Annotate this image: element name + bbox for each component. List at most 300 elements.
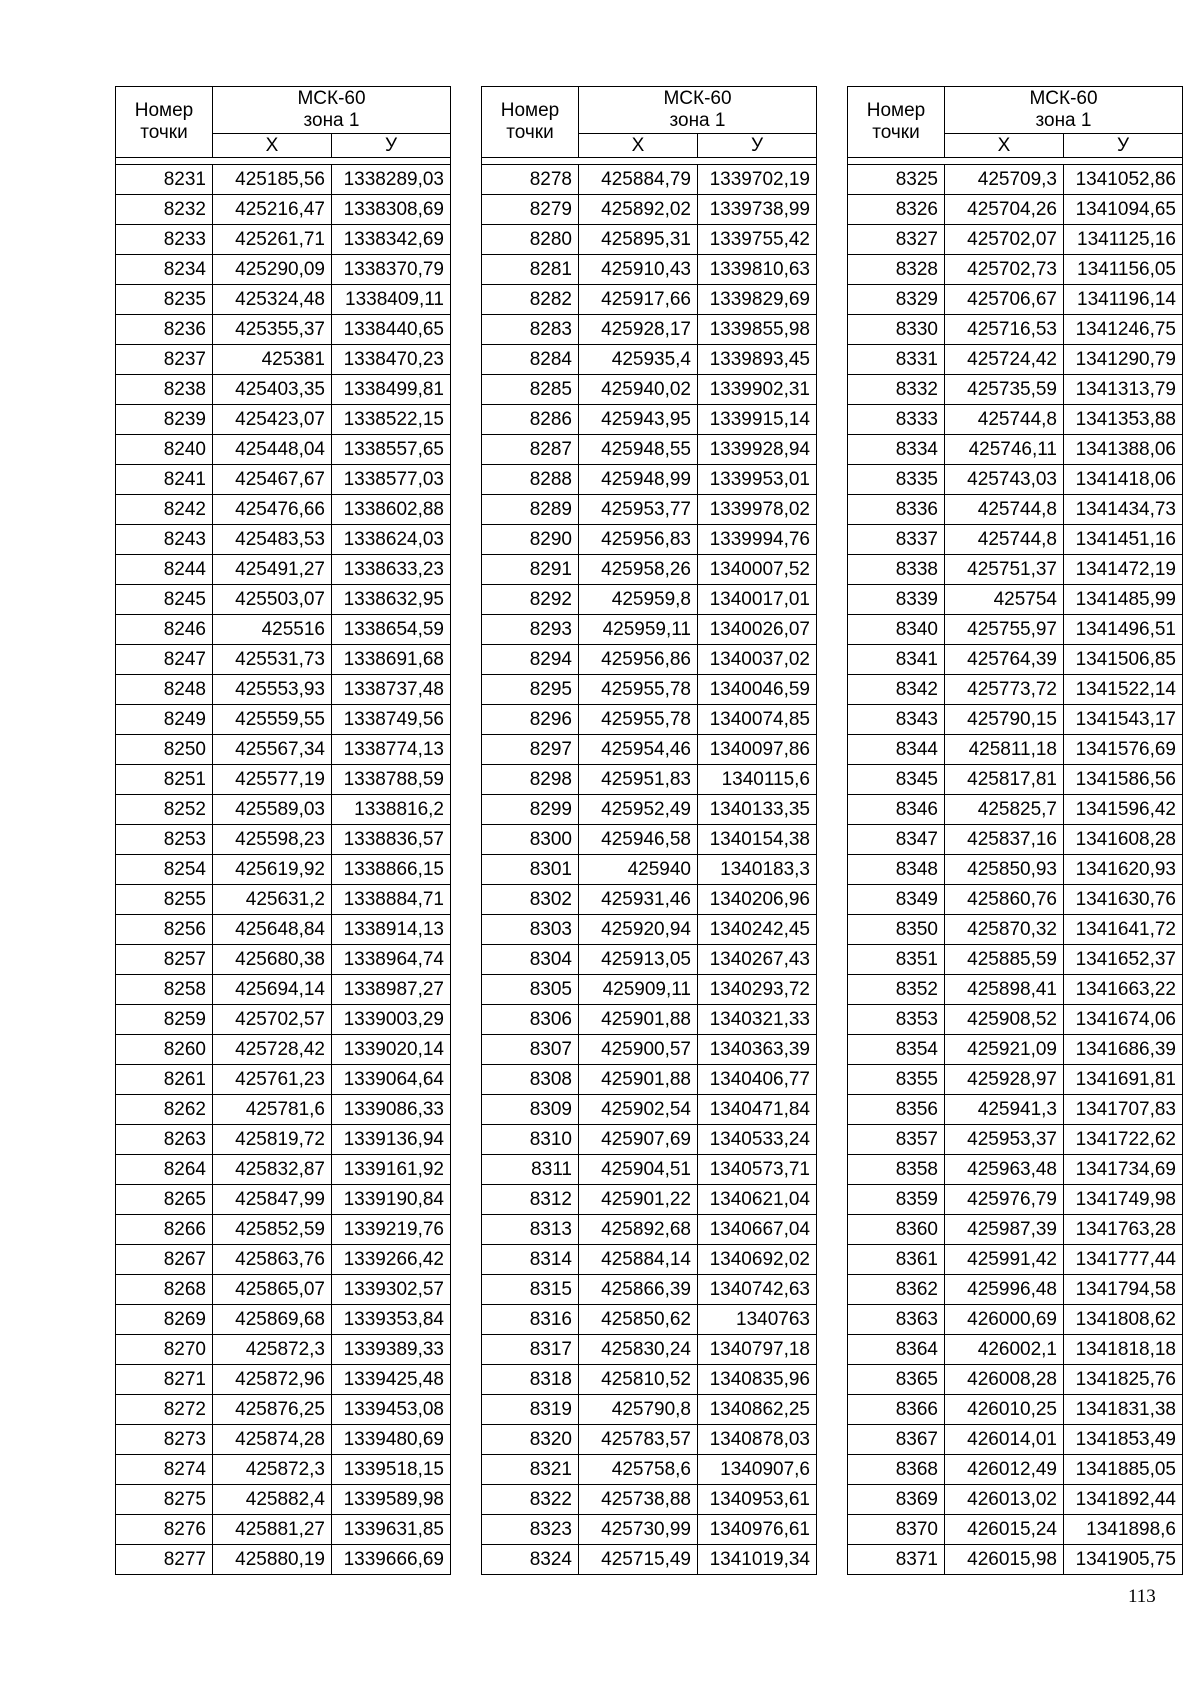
y-coordinate-cell: 1338470,23: [332, 345, 451, 375]
x-coordinate-cell: 425959,11: [579, 615, 698, 645]
x-coordinate-cell: 425744,8: [945, 495, 1064, 525]
point-number-cell: 8235: [116, 285, 213, 315]
point-number-cell: 8240: [116, 435, 213, 465]
table-row: [482, 1005, 817, 1035]
x-header: Х: [579, 134, 698, 158]
table-row: [482, 735, 817, 765]
point-number-cell: 8241: [116, 465, 213, 495]
table-row: [848, 1275, 1183, 1305]
table-row: [482, 1155, 817, 1185]
y-coordinate-cell: 1341485,99: [1064, 585, 1183, 615]
y-coordinate-cell: 1338577,03: [332, 465, 451, 495]
x-coordinate-cell: 425728,42: [213, 1035, 332, 1065]
y-coordinate-cell: 1339480,69: [332, 1425, 451, 1455]
y-coordinate-cell: 1340835,96: [698, 1365, 817, 1395]
x-coordinate-cell: 426000,69: [945, 1305, 1064, 1335]
point-number-cell: 8307: [482, 1035, 579, 1065]
y-coordinate-cell: 1341825,76: [1064, 1365, 1183, 1395]
point-number-cell: 8298: [482, 765, 579, 795]
y-coordinate-cell: 1339755,42: [698, 225, 817, 255]
y-coordinate-cell: 1341722,62: [1064, 1125, 1183, 1155]
y-coordinate-cell: 1341506,85: [1064, 645, 1183, 675]
y-coordinate-cell: 1339810,63: [698, 255, 817, 285]
point-number-cell: 8252: [116, 795, 213, 825]
y-coordinate-cell: 1338342,69: [332, 225, 451, 255]
table-row: [848, 1215, 1183, 1245]
table-row: [482, 615, 817, 645]
point-number-cell: 8306: [482, 1005, 579, 1035]
x-coordinate-cell: 425830,24: [579, 1335, 698, 1365]
y-coordinate-cell: 1341686,39: [1064, 1035, 1183, 1065]
x-coordinate-cell: 425956,83: [579, 525, 698, 555]
header-gap: [116, 158, 451, 165]
point-number-cell: 8284: [482, 345, 579, 375]
table-row: [848, 315, 1183, 345]
x-coordinate-cell: 425754: [945, 585, 1064, 615]
point-number-cell: 8313: [482, 1215, 579, 1245]
x-coordinate-cell: 425706,67: [945, 285, 1064, 315]
table-row: [482, 1125, 817, 1155]
y-header: У: [698, 134, 817, 158]
x-coordinate-cell: 425860,76: [945, 885, 1064, 915]
table-row: [116, 1065, 451, 1095]
point-number-cell: 8330: [848, 315, 945, 345]
table-row: [116, 645, 451, 675]
point-number-cell: 8359: [848, 1185, 945, 1215]
y-coordinate-cell: 1340267,43: [698, 945, 817, 975]
x-coordinate-cell: 425825,7: [945, 795, 1064, 825]
x-coordinate-cell: 425715,49: [579, 1545, 698, 1575]
point-number-cell: 8322: [482, 1485, 579, 1515]
y-coordinate-cell: 1340007,52: [698, 555, 817, 585]
point-number-cell: 8280: [482, 225, 579, 255]
x-coordinate-cell: 425743,03: [945, 465, 1064, 495]
x-coordinate-cell: 426010,25: [945, 1395, 1064, 1425]
table-row: [482, 1095, 817, 1125]
y-coordinate-cell: 1338816,2: [332, 795, 451, 825]
y-coordinate-cell: 1338499,81: [332, 375, 451, 405]
point-number-cell: 8248: [116, 675, 213, 705]
y-coordinate-cell: 1341831,38: [1064, 1395, 1183, 1425]
x-coordinate-cell: 425931,46: [579, 885, 698, 915]
point-label-line1: Номер: [500, 100, 560, 121]
table-row: [116, 1005, 451, 1035]
table-row: [116, 1245, 451, 1275]
point-number-cell: 8271: [116, 1365, 213, 1395]
x-coordinate-cell: 425559,55: [213, 705, 332, 735]
point-number-cell: 8324: [482, 1545, 579, 1575]
table-row: [116, 1275, 451, 1305]
table-row: [116, 1215, 451, 1245]
y-coordinate-cell: 1341434,73: [1064, 495, 1183, 525]
x-coordinate-cell: 425872,96: [213, 1365, 332, 1395]
y-coordinate-cell: 1341630,76: [1064, 885, 1183, 915]
table-row: [848, 255, 1183, 285]
table-row: [482, 375, 817, 405]
y-coordinate-cell: 1339266,42: [332, 1245, 451, 1275]
y-coordinate-cell: 1341674,06: [1064, 1005, 1183, 1035]
point-number-cell: 8304: [482, 945, 579, 975]
point-number-cell: 8239: [116, 405, 213, 435]
point-number-cell: 8336: [848, 495, 945, 525]
coordinate-system-header: [579, 87, 817, 134]
x-coordinate-cell: 425761,23: [213, 1065, 332, 1095]
y-coordinate-cell: 1340026,07: [698, 615, 817, 645]
table-row: [482, 1305, 817, 1335]
point-number-cell: 8291: [482, 555, 579, 585]
table-row: [116, 1455, 451, 1485]
point-number-cell: 8303: [482, 915, 579, 945]
point-number-cell: 8262: [116, 1095, 213, 1125]
table-row: [116, 405, 451, 435]
x-coordinate-cell: 425491,27: [213, 555, 332, 585]
y-coordinate-cell: 1338633,23: [332, 555, 451, 585]
x-coordinate-cell: 425516: [213, 615, 332, 645]
table-row: [848, 585, 1183, 615]
x-coordinate-cell: 425680,38: [213, 945, 332, 975]
point-number-cell: 8332: [848, 375, 945, 405]
system-label-line1: МСК-60: [297, 88, 366, 109]
x-coordinate-cell: 425898,41: [945, 975, 1064, 1005]
x-coordinate-cell: 425863,76: [213, 1245, 332, 1275]
point-number-cell: 8266: [116, 1215, 213, 1245]
y-coordinate-cell: 1341898,6: [1064, 1515, 1183, 1545]
x-coordinate-cell: 425952,49: [579, 795, 698, 825]
y-coordinate-cell: 1341418,06: [1064, 465, 1183, 495]
table-row: [848, 1485, 1183, 1515]
point-number-cell: 8342: [848, 675, 945, 705]
table-body: [116, 165, 451, 1575]
x-coordinate-cell: 425958,26: [579, 555, 698, 585]
y-coordinate-cell: 1338308,69: [332, 195, 451, 225]
x-coordinate-cell: 425872,3: [213, 1335, 332, 1365]
point-number-cell: 8255: [116, 885, 213, 915]
table-row: [482, 1245, 817, 1275]
x-coordinate-cell: 425901,88: [579, 1065, 698, 1095]
point-number-cell: 8320: [482, 1425, 579, 1455]
y-coordinate-cell: 1340115,6: [698, 765, 817, 795]
x-coordinate-cell: 425758,6: [579, 1455, 698, 1485]
x-coordinate-cell: 425976,79: [945, 1185, 1064, 1215]
x-coordinate-cell: 425850,62: [579, 1305, 698, 1335]
x-coordinate-cell: 425904,51: [579, 1155, 698, 1185]
point-number-cell: 8352: [848, 975, 945, 1005]
y-coordinate-cell: 1341472,19: [1064, 555, 1183, 585]
y-coordinate-cell: 1341196,14: [1064, 285, 1183, 315]
table-row: [482, 555, 817, 585]
y-header: У: [332, 134, 451, 158]
point-number-cell: 8345: [848, 765, 945, 795]
table-row: [116, 255, 451, 285]
point-number-cell: 8321: [482, 1455, 579, 1485]
table-row: [848, 1305, 1183, 1335]
table-row: [848, 225, 1183, 255]
point-number-cell: 8283: [482, 315, 579, 345]
y-coordinate-cell: 1340363,39: [698, 1035, 817, 1065]
x-coordinate-cell: 425865,07: [213, 1275, 332, 1305]
x-coordinate-cell: 425900,57: [579, 1035, 698, 1065]
x-coordinate-cell: 425781,6: [213, 1095, 332, 1125]
x-coordinate-cell: 425917,66: [579, 285, 698, 315]
table-row: [482, 1275, 817, 1305]
point-number-cell: 8238: [116, 375, 213, 405]
table-row: [482, 1185, 817, 1215]
table-row: [848, 1155, 1183, 1185]
x-coordinate-cell: 425892,02: [579, 195, 698, 225]
x-coordinate-cell: 425885,59: [945, 945, 1064, 975]
point-number-cell: 8287: [482, 435, 579, 465]
y-coordinate-cell: 1338440,65: [332, 315, 451, 345]
x-coordinate-cell: 425895,31: [579, 225, 698, 255]
x-coordinate-cell: 425869,68: [213, 1305, 332, 1335]
y-coordinate-cell: 1338632,95: [332, 585, 451, 615]
table-row: [116, 375, 451, 405]
system-label-line2: зона 1: [1035, 110, 1092, 131]
x-coordinate-cell: 425810,52: [579, 1365, 698, 1395]
point-number-cell: 8358: [848, 1155, 945, 1185]
table-row: [848, 1005, 1183, 1035]
point-number-cell: 8268: [116, 1275, 213, 1305]
y-coordinate-cell: 1340692,02: [698, 1245, 817, 1275]
x-coordinate-cell: 425324,48: [213, 285, 332, 315]
table-row: [116, 165, 451, 195]
x-coordinate-cell: 425216,47: [213, 195, 332, 225]
point-number-cell: 8340: [848, 615, 945, 645]
point-number-cell: 8273: [116, 1425, 213, 1455]
table-row: [116, 1035, 451, 1065]
y-coordinate-cell: 1339928,94: [698, 435, 817, 465]
x-coordinate-cell: 425467,67: [213, 465, 332, 495]
table-row: [848, 195, 1183, 225]
point-number-cell: 8260: [116, 1035, 213, 1065]
table-row: [116, 735, 451, 765]
point-number-cell: 8343: [848, 705, 945, 735]
x-coordinate-cell: 425755,97: [945, 615, 1064, 645]
table-row: [116, 945, 451, 975]
table-row: [482, 585, 817, 615]
x-coordinate-cell: 425702,73: [945, 255, 1064, 285]
point-number-cell: 8312: [482, 1185, 579, 1215]
table-row: [848, 645, 1183, 675]
x-coordinate-cell: 425702,07: [945, 225, 1064, 255]
point-number-cell: 8269: [116, 1305, 213, 1335]
x-coordinate-cell: 425953,77: [579, 495, 698, 525]
y-coordinate-cell: 1341885,05: [1064, 1455, 1183, 1485]
y-coordinate-cell: 1341691,81: [1064, 1065, 1183, 1095]
header-gap: [848, 158, 1183, 165]
table-row: [482, 1545, 817, 1575]
table-row: [848, 465, 1183, 495]
x-coordinate-cell: 425290,09: [213, 255, 332, 285]
point-number-cell: 8286: [482, 405, 579, 435]
point-number-cell: 8314: [482, 1245, 579, 1275]
y-coordinate-cell: 1340797,18: [698, 1335, 817, 1365]
y-coordinate-cell: 1338866,15: [332, 855, 451, 885]
y-coordinate-cell: 1339161,92: [332, 1155, 451, 1185]
table-row: [482, 195, 817, 225]
point-number-cell: 8349: [848, 885, 945, 915]
table-row: [482, 1455, 817, 1485]
point-number-cell: 8364: [848, 1335, 945, 1365]
point-number-cell: 8305: [482, 975, 579, 1005]
x-coordinate-cell: 425948,55: [579, 435, 698, 465]
x-coordinate-cell: 425261,71: [213, 225, 332, 255]
table-row: [116, 765, 451, 795]
coordinate-table-3: [847, 86, 1183, 1575]
x-coordinate-cell: 425909,11: [579, 975, 698, 1005]
x-coordinate-cell: 425987,39: [945, 1215, 1064, 1245]
y-coordinate-cell: 1339902,31: [698, 375, 817, 405]
x-coordinate-cell: 425735,59: [945, 375, 1064, 405]
point-number-cell: 8309: [482, 1095, 579, 1125]
point-number-cell: 8353: [848, 1005, 945, 1035]
point-number-cell: 8335: [848, 465, 945, 495]
point-number-cell: 8293: [482, 615, 579, 645]
point-number-cell: 8270: [116, 1335, 213, 1365]
table-row: [482, 855, 817, 885]
x-coordinate-cell: 425996,48: [945, 1275, 1064, 1305]
x-coordinate-cell: 425913,05: [579, 945, 698, 975]
system-label-line2: зона 1: [669, 110, 726, 131]
x-coordinate-cell: 425928,17: [579, 315, 698, 345]
y-coordinate-cell: 1340862,25: [698, 1395, 817, 1425]
table-row: [848, 945, 1183, 975]
table-row: [848, 885, 1183, 915]
point-number-cell: 8323: [482, 1515, 579, 1545]
y-coordinate-cell: 1341892,44: [1064, 1485, 1183, 1515]
x-coordinate-cell: 425866,39: [579, 1275, 698, 1305]
point-number-cell: 8363: [848, 1305, 945, 1335]
point-number-cell: 8299: [482, 795, 579, 825]
y-coordinate-cell: 1340074,85: [698, 705, 817, 735]
point-number-cell: 8297: [482, 735, 579, 765]
point-number-cell: 8263: [116, 1125, 213, 1155]
x-coordinate-cell: 425483,53: [213, 525, 332, 555]
coordinate-system-header: [945, 87, 1183, 134]
y-coordinate-cell: 1338289,03: [332, 165, 451, 195]
y-coordinate-cell: 1339425,48: [332, 1365, 451, 1395]
y-coordinate-cell: 1341094,65: [1064, 195, 1183, 225]
x-coordinate-cell: 425870,32: [945, 915, 1064, 945]
x-coordinate-cell: 425185,56: [213, 165, 332, 195]
y-coordinate-cell: 1339829,69: [698, 285, 817, 315]
table-row: [116, 555, 451, 585]
point-label-line1: Номер: [866, 100, 926, 121]
x-coordinate-cell: 425704,26: [945, 195, 1064, 225]
table-row: [848, 1545, 1183, 1575]
table-row: [482, 495, 817, 525]
y-coordinate-cell: 1340573,71: [698, 1155, 817, 1185]
x-coordinate-cell: 425832,87: [213, 1155, 332, 1185]
y-coordinate-cell: 1340763: [698, 1305, 817, 1335]
table-row: [482, 885, 817, 915]
x-coordinate-cell: 425941,3: [945, 1095, 1064, 1125]
point-number-cell: 8285: [482, 375, 579, 405]
x-coordinate-cell: 425940,02: [579, 375, 698, 405]
y-coordinate-cell: 1341586,56: [1064, 765, 1183, 795]
table-row: [482, 1515, 817, 1545]
x-coordinate-cell: 425403,35: [213, 375, 332, 405]
x-coordinate-cell: 426015,98: [945, 1545, 1064, 1575]
y-coordinate-cell: 1338788,59: [332, 765, 451, 795]
table-row: [848, 435, 1183, 465]
x-coordinate-cell: 425850,93: [945, 855, 1064, 885]
x-coordinate-cell: 425902,54: [579, 1095, 698, 1125]
table-row: [482, 165, 817, 195]
table-row: [482, 225, 817, 255]
y-coordinate-cell: 1338370,79: [332, 255, 451, 285]
table-row: [116, 975, 451, 1005]
coordinate-system-header: [213, 87, 451, 134]
coordinate-table-1: [115, 86, 451, 1575]
x-coordinate-cell: 425959,8: [579, 585, 698, 615]
y-coordinate-cell: 1341522,14: [1064, 675, 1183, 705]
table-row: [116, 1515, 451, 1545]
table-row: [116, 1155, 451, 1185]
y-coordinate-cell: 1339086,33: [332, 1095, 451, 1125]
table-row: [116, 1305, 451, 1335]
x-coordinate-cell: 425738,88: [579, 1485, 698, 1515]
y-coordinate-cell: 1338737,48: [332, 675, 451, 705]
table-row: [482, 1365, 817, 1395]
point-number-cell: 8249: [116, 705, 213, 735]
point-number-cell: 8325: [848, 165, 945, 195]
point-number-cell: 8290: [482, 525, 579, 555]
x-coordinate-cell: 426015,24: [945, 1515, 1064, 1545]
x-coordinate-cell: 425956,86: [579, 645, 698, 675]
table-row: [116, 525, 451, 555]
y-coordinate-cell: 1340046,59: [698, 675, 817, 705]
table-row: [848, 1515, 1183, 1545]
x-coordinate-cell: 425901,88: [579, 1005, 698, 1035]
system-label-line1: МСК-60: [663, 88, 732, 109]
x-coordinate-cell: 425730,99: [579, 1515, 698, 1545]
y-coordinate-cell: 1341019,34: [698, 1545, 817, 1575]
x-coordinate-cell: 425928,97: [945, 1065, 1064, 1095]
x-coordinate-cell: 425724,42: [945, 345, 1064, 375]
point-number-cell: 8350: [848, 915, 945, 945]
x-coordinate-cell: 425901,22: [579, 1185, 698, 1215]
point-number-cell: 8357: [848, 1125, 945, 1155]
y-coordinate-cell: 1341246,75: [1064, 315, 1183, 345]
table-row: [482, 705, 817, 735]
y-coordinate-cell: 1338557,65: [332, 435, 451, 465]
table-row: [482, 645, 817, 675]
x-coordinate-cell: 425948,99: [579, 465, 698, 495]
point-number-cell: 8319: [482, 1395, 579, 1425]
table-row: [848, 345, 1183, 375]
y-coordinate-cell: 1339953,01: [698, 465, 817, 495]
x-coordinate-cell: 425884,14: [579, 1245, 698, 1275]
table-row: [848, 705, 1183, 735]
y-coordinate-cell: 1339064,64: [332, 1065, 451, 1095]
point-number-cell: 8272: [116, 1395, 213, 1425]
y-coordinate-cell: 1339631,85: [332, 1515, 451, 1545]
x-coordinate-cell: 425716,53: [945, 315, 1064, 345]
point-number-cell: 8361: [848, 1245, 945, 1275]
table-row: [116, 675, 451, 705]
point-label-line2: точки: [872, 122, 920, 143]
y-coordinate-cell: 1339666,69: [332, 1545, 451, 1575]
x-coordinate-cell: 425884,79: [579, 165, 698, 195]
point-number-cell: 8315: [482, 1275, 579, 1305]
table-row: [482, 915, 817, 945]
point-number-cell: 8341: [848, 645, 945, 675]
x-coordinate-cell: 425567,34: [213, 735, 332, 765]
x-coordinate-cell: 425744,8: [945, 525, 1064, 555]
point-number-cell: 8277: [116, 1545, 213, 1575]
y-coordinate-cell: 1341052,86: [1064, 165, 1183, 195]
